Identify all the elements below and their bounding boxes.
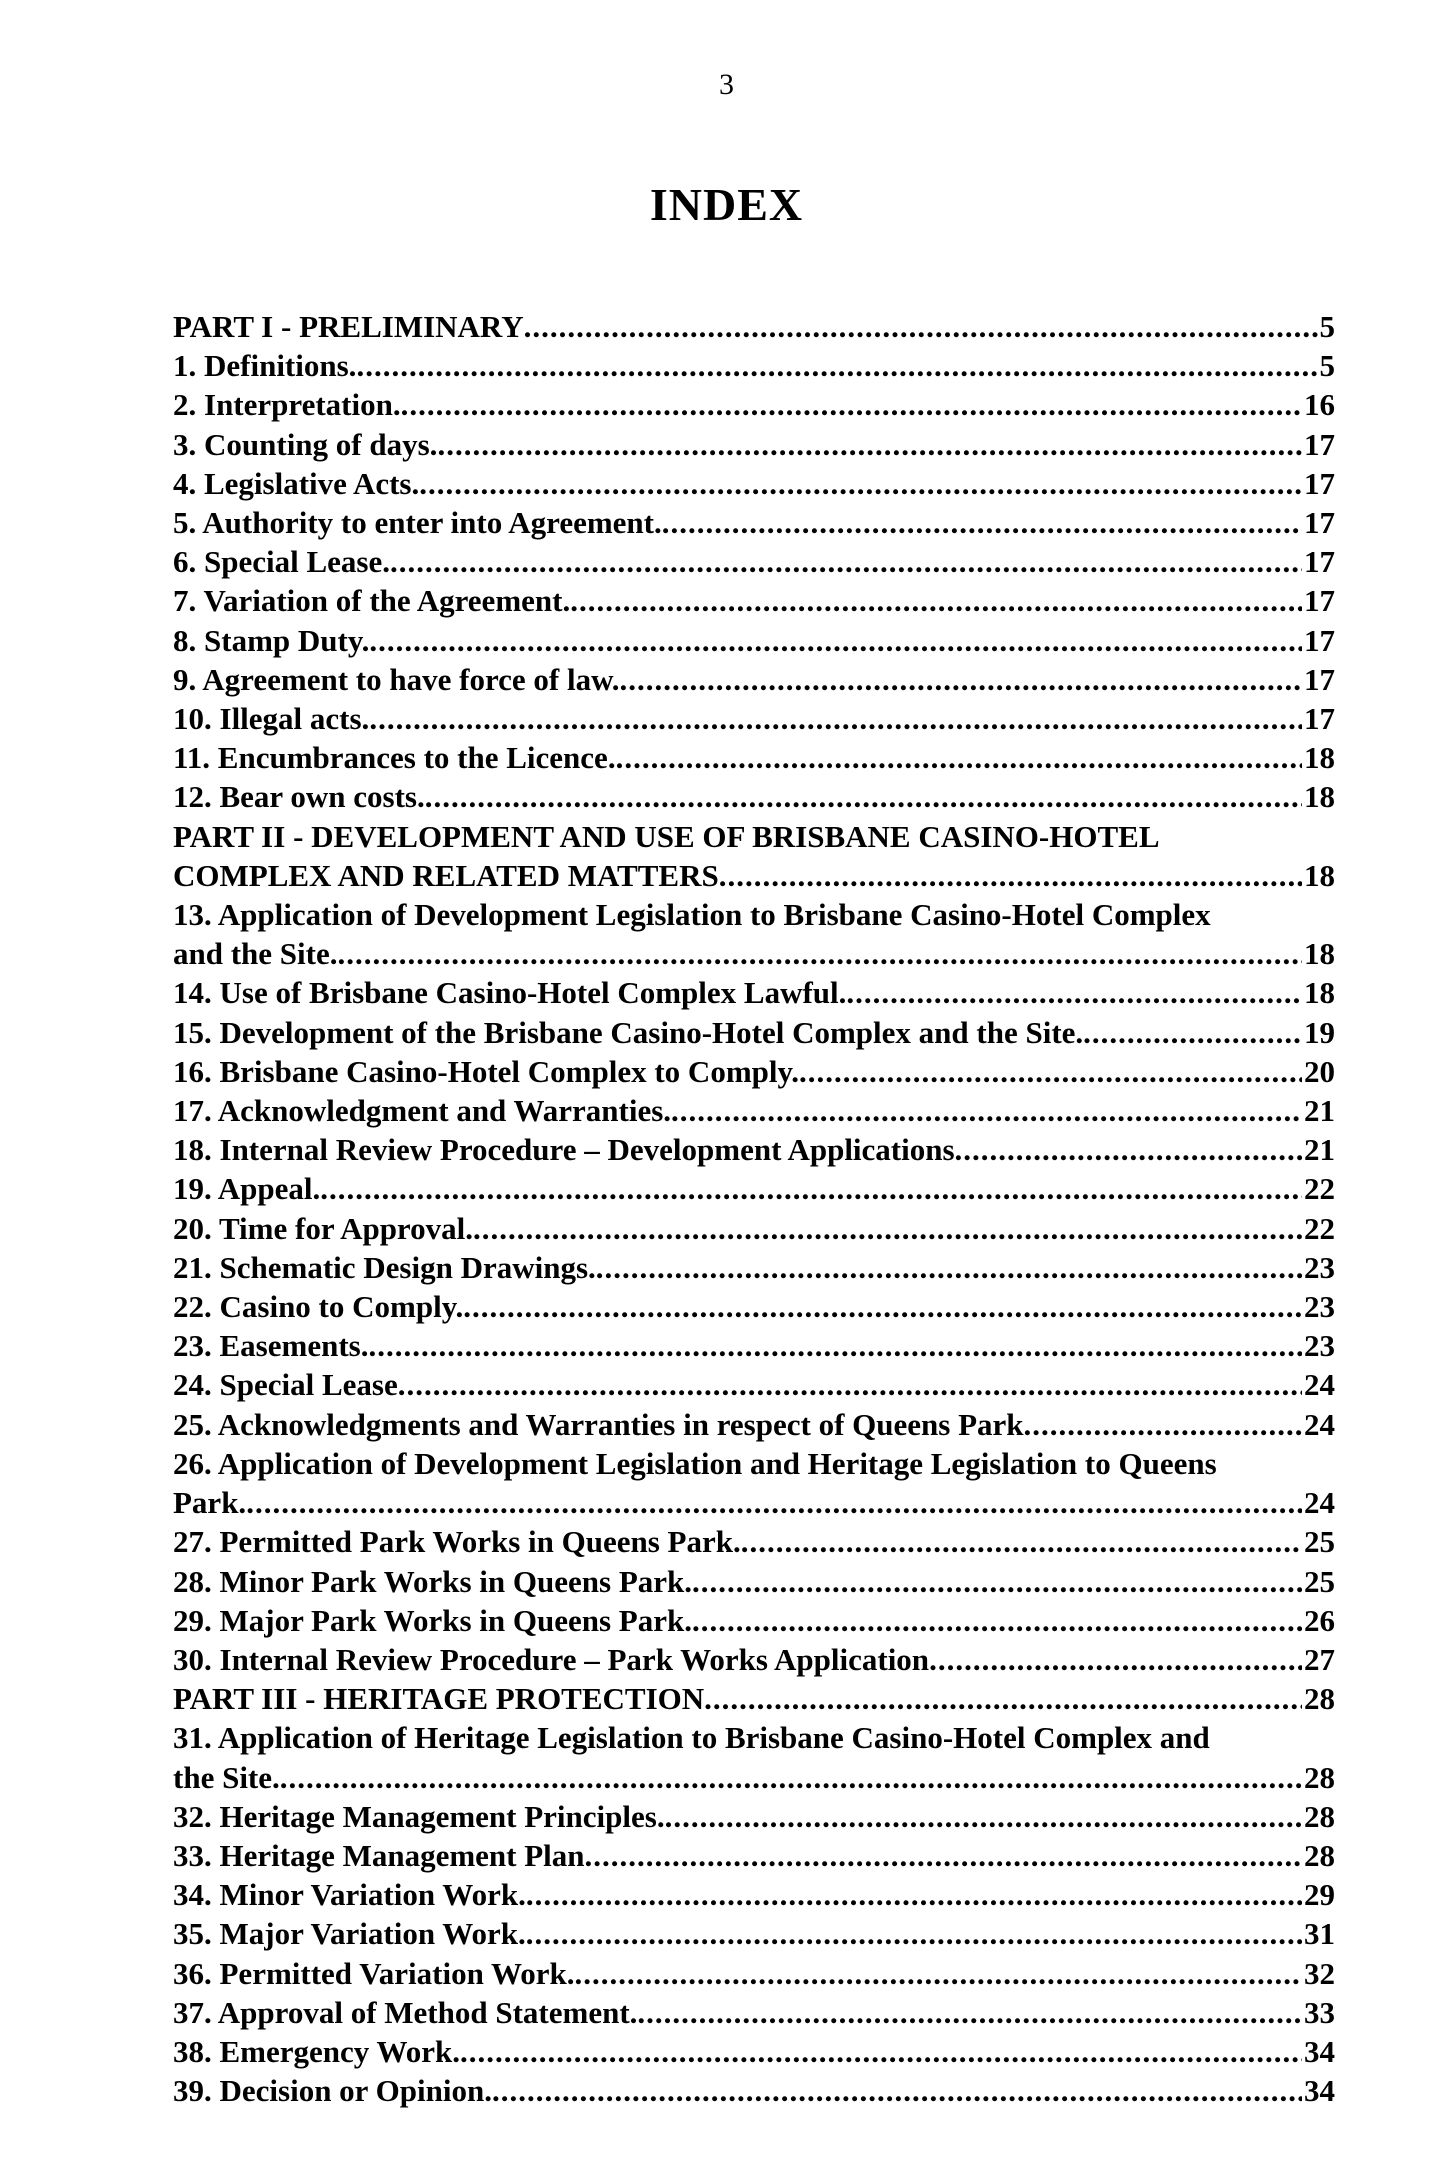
dot-leader xyxy=(692,1562,1302,1601)
toc-entry-title: PART I - PRELIMINARY xyxy=(173,309,524,344)
toc-entry-line xyxy=(173,1875,1335,1914)
toc-entry-line xyxy=(173,738,1335,777)
toc-entry xyxy=(173,1052,1335,1091)
toc-entry-title: 1. Definitions. xyxy=(173,348,357,384)
toc-entry-page: 16 xyxy=(1304,387,1335,423)
toc-entry-page: 17 xyxy=(1304,544,1335,580)
toc-entry-page: 28 xyxy=(1304,1759,1335,1795)
dot-leader xyxy=(1024,1405,1302,1444)
toc-entry xyxy=(173,1993,1335,2032)
toc-entry-line xyxy=(173,346,1335,385)
dot-leader xyxy=(955,1130,1302,1169)
toc-entry-title: 4. Legislative Acts. xyxy=(173,465,420,501)
toc-entry-title: 37. Approval of Method Statement. xyxy=(173,1994,638,2030)
dot-leader xyxy=(524,307,1318,346)
toc-entry-title: 10. Illegal acts. xyxy=(173,701,370,737)
toc-entry-title: 33. Heritage Management Plan xyxy=(173,1837,585,1873)
toc-entry-line xyxy=(173,1993,1335,2032)
toc-entry xyxy=(173,1405,1335,1444)
dot-leader xyxy=(741,1522,1302,1561)
toc-entry-title: 17. Acknowledgment and Warranties. xyxy=(173,1093,672,1129)
toc-entry-title: 14. Use of Brisbane Casino-Hotel Complex Lawful. xyxy=(173,975,847,1011)
toc-entry-title: 30. Internal Review Procedure – Park Works Application xyxy=(173,1641,930,1677)
toc-entry-line xyxy=(173,1797,1335,1836)
toc-entry-line xyxy=(173,2071,1335,2110)
dot-leader xyxy=(719,856,1302,895)
toc-entry-title: 27. Permitted Park Works in Queens Park. xyxy=(173,1524,741,1560)
toc-entry xyxy=(173,1875,1335,1914)
toc-entry-title: 32. Heritage Management Principles. xyxy=(173,1798,665,1834)
toc-entry-title: 20. Time for Approval. xyxy=(173,1210,473,1246)
dot-leader xyxy=(419,464,1302,503)
dot-leader xyxy=(1083,1013,1302,1052)
toc-entry-page: 18 xyxy=(1304,857,1335,893)
toc-entry xyxy=(173,1091,1335,1130)
toc-entry-line xyxy=(173,660,1335,699)
toc-entry xyxy=(173,738,1335,777)
dot-leader xyxy=(704,1679,1302,1718)
toc-entry xyxy=(173,346,1335,385)
toc-entry-line xyxy=(173,2032,1335,2071)
toc-entry-page: 17 xyxy=(1304,505,1335,541)
toc-entry-line xyxy=(173,973,1335,1012)
toc-entry-line xyxy=(173,817,1335,856)
toc-entry-line xyxy=(173,1287,1335,1326)
toc-entry xyxy=(173,425,1335,464)
toc-entry-page: 20 xyxy=(1304,1053,1335,1089)
toc-entry-page: 18 xyxy=(1304,779,1335,815)
toc-entry-line xyxy=(173,856,1335,895)
toc-entry-title: 22. Casino to Comply. xyxy=(173,1289,464,1325)
toc-entry-title: 23. Easements. xyxy=(173,1328,369,1364)
toc-entry-page: 19 xyxy=(1304,1014,1335,1050)
toc-entry xyxy=(173,1287,1335,1326)
dot-leader xyxy=(460,2032,1302,2071)
dot-leader xyxy=(526,1914,1302,1953)
toc-entry-page: 23 xyxy=(1304,1249,1335,1285)
dot-leader xyxy=(671,1091,1302,1130)
toc-entry xyxy=(173,895,1335,973)
toc-entry xyxy=(173,1679,1335,1718)
toc-entry-line xyxy=(173,503,1335,542)
page-number: 3 xyxy=(719,68,734,101)
toc-entry-page: 21 xyxy=(1304,1132,1335,1168)
toc-entry-title: 9. Agreement to have force of law. xyxy=(173,661,620,697)
dot-leader xyxy=(596,1248,1302,1287)
toc-entry-line xyxy=(173,307,1335,346)
toc-entry-line xyxy=(173,581,1335,620)
toc-entry-page: 25 xyxy=(1304,1563,1335,1599)
toc-entry-line xyxy=(173,777,1335,816)
toc-entry-title: 16. Brisbane Casino-Hotel Complex to Comply. xyxy=(173,1053,800,1089)
toc-entry-page: 24 xyxy=(1304,1367,1335,1403)
toc-entry-line xyxy=(173,425,1335,464)
toc-entry xyxy=(173,1169,1335,1208)
toc-entry xyxy=(173,973,1335,1012)
dot-leader xyxy=(369,621,1302,660)
dot-leader xyxy=(799,1052,1302,1091)
toc-entry-page: 23 xyxy=(1304,1289,1335,1325)
dot-leader xyxy=(280,1758,1302,1797)
dot-leader xyxy=(620,660,1302,699)
toc-entry xyxy=(173,1130,1335,1169)
dot-leader xyxy=(473,1209,1302,1248)
toc-entry-line xyxy=(173,1836,1335,1875)
toc-entry-line xyxy=(173,1013,1335,1052)
toc-entry-title: 6. Special Lease. xyxy=(173,544,390,580)
toc-entry-page: 27 xyxy=(1304,1641,1335,1677)
toc-entry-page: 32 xyxy=(1304,1955,1335,1991)
toc-entry xyxy=(173,1914,1335,1953)
toc-entry-line xyxy=(173,1326,1335,1365)
toc-entry-title: and the Site. xyxy=(173,936,338,972)
toc-entry xyxy=(173,817,1335,895)
toc-entry-page: 17 xyxy=(1304,701,1335,737)
index-title: INDEX xyxy=(649,179,804,230)
toc-entry-title: 2. Interpretation. xyxy=(173,387,401,423)
toc-entry-title: 39. Decision or Opinion. xyxy=(173,2073,492,2109)
toc-entry-line xyxy=(173,621,1335,660)
toc-entry-page: 18 xyxy=(1304,936,1335,972)
toc-entry xyxy=(173,307,1335,346)
toc-entry-title: 25. Acknowledgments and Warranties in respect of Queens Park xyxy=(173,1406,1024,1442)
toc-entry xyxy=(173,1601,1335,1640)
toc-entry xyxy=(173,1836,1335,1875)
toc-entry-line xyxy=(173,1444,1335,1483)
dot-leader xyxy=(356,346,1317,385)
toc-entry-page: 28 xyxy=(1304,1681,1335,1717)
toc-entry-page: 18 xyxy=(1304,740,1335,776)
dot-leader xyxy=(526,1875,1302,1914)
toc-entry-page: 21 xyxy=(1304,1093,1335,1129)
toc-entry xyxy=(173,1640,1335,1679)
toc-entry-title: 8. Stamp Duty. xyxy=(173,622,370,658)
dot-leader xyxy=(662,503,1302,542)
toc-entry-title: the Site. xyxy=(173,1759,280,1795)
toc-entry xyxy=(173,1444,1335,1522)
toc-entry-line xyxy=(173,1483,1335,1522)
toc-entry xyxy=(173,660,1335,699)
dot-leader xyxy=(401,385,1302,424)
toc-entry xyxy=(173,542,1335,581)
toc-entry xyxy=(173,1209,1335,1248)
toc-entry-line xyxy=(173,542,1335,581)
toc-entry-title: 5. Authority to enter into Agreement. xyxy=(173,505,662,541)
toc-entry-line xyxy=(173,1640,1335,1679)
dot-leader xyxy=(338,934,1303,973)
toc-entry-line xyxy=(173,1365,1335,1404)
dot-leader xyxy=(585,1836,1302,1875)
toc-entry-page: 22 xyxy=(1304,1210,1335,1246)
dot-leader xyxy=(390,542,1302,581)
dot-leader xyxy=(692,1601,1302,1640)
toc-entry-title: 11. Encumbrances to the Licence. xyxy=(173,740,616,776)
toc-entry-title: 18. Internal Review Procedure – Development Applications xyxy=(173,1132,955,1168)
dot-leader xyxy=(665,1797,1302,1836)
toc-entry-line xyxy=(173,385,1335,424)
toc-entry-title: 29. Major Park Works in Queens Park. xyxy=(173,1602,692,1638)
toc-entry-page: 17 xyxy=(1304,583,1335,619)
toc-entry xyxy=(173,2032,1335,2071)
toc-entry-line xyxy=(173,1679,1335,1718)
toc-entry-page: 23 xyxy=(1304,1328,1335,1364)
toc-entry-line xyxy=(173,1052,1335,1091)
toc-entry xyxy=(173,621,1335,660)
toc-entry-line xyxy=(173,1718,1335,1757)
toc-entry-title: 13. Application of Development Legislation to Brisbane Casino-Hotel Complex xyxy=(173,897,1211,933)
toc-entry xyxy=(173,1522,1335,1561)
toc-entry-page: 26 xyxy=(1304,1602,1335,1638)
toc-entry xyxy=(173,464,1335,503)
toc-entry-title: 7. Variation of the Agreement. xyxy=(173,583,571,619)
toc-entry-title: 38. Emergency Work. xyxy=(173,2033,461,2069)
toc-entry-line xyxy=(173,699,1335,738)
toc-entry-title: 3. Counting of days. xyxy=(173,426,438,462)
dot-leader xyxy=(929,1640,1302,1679)
toc-entry-page: 33 xyxy=(1304,1994,1335,2030)
dot-leader xyxy=(246,1483,1302,1522)
toc-entry-page: 24 xyxy=(1304,1485,1335,1521)
toc-entry-title: 12. Bear own costs. xyxy=(173,779,425,815)
toc-entry xyxy=(173,1797,1335,1836)
toc-entry-page: 34 xyxy=(1304,2033,1335,2069)
toc-entry-page: 22 xyxy=(1304,1171,1335,1207)
toc-entry xyxy=(173,581,1335,620)
dot-leader xyxy=(368,1326,1302,1365)
toc-entry xyxy=(173,777,1335,816)
toc-entry-line xyxy=(173,1209,1335,1248)
toc-entry xyxy=(173,1248,1335,1287)
toc-entry xyxy=(173,1365,1335,1404)
toc-entry-line xyxy=(173,1248,1335,1287)
dot-leader xyxy=(846,973,1302,1012)
toc-entry-title: 28. Minor Park Works in Queens Park. xyxy=(173,1563,693,1599)
dot-leader xyxy=(320,1169,1302,1208)
toc-entry xyxy=(173,1326,1335,1365)
dot-leader xyxy=(616,738,1302,777)
toc-entry-page: 18 xyxy=(1304,975,1335,1011)
toc-entry-title: PART III - HERITAGE PROTECTION xyxy=(173,1681,705,1717)
table-of-contents xyxy=(173,307,1335,2110)
toc-entry-line xyxy=(173,1522,1335,1561)
toc-entry xyxy=(173,1954,1335,1993)
toc-entry-line xyxy=(173,1914,1335,1953)
toc-entry-title: 34. Minor Variation Work. xyxy=(173,1877,526,1913)
toc-entry-title: 19. Appeal. xyxy=(173,1171,321,1207)
toc-entry-page: 31 xyxy=(1304,1916,1335,1952)
toc-entry-page: 17 xyxy=(1304,622,1335,658)
toc-entry-title: 26. Application of Development Legislation and Heritage Legislation to Queens xyxy=(173,1445,1217,1481)
toc-entry-page: 25 xyxy=(1304,1524,1335,1560)
toc-entry-page: 5 xyxy=(1319,348,1335,384)
toc-entry-line xyxy=(173,1405,1335,1444)
toc-entry-line xyxy=(173,1169,1335,1208)
toc-entry-line xyxy=(173,934,1335,973)
toc-entry xyxy=(173,503,1335,542)
toc-entry-line xyxy=(173,1954,1335,1993)
toc-entry-title: 31. Application of Heritage Legislation to Brisbane Casino-Hotel Complex and xyxy=(173,1720,1210,1756)
toc-entry xyxy=(173,1718,1335,1796)
dot-leader xyxy=(570,581,1302,620)
toc-entry-line xyxy=(173,1091,1335,1130)
toc-entry-page: 5 xyxy=(1319,309,1335,344)
toc-entry-title: 36. Permitted Variation Work. xyxy=(173,1955,575,1991)
toc-entry-title: 35. Major Variation Work. xyxy=(173,1916,526,1952)
dot-leader xyxy=(637,1993,1302,2032)
toc-entry xyxy=(173,2071,1335,2110)
toc-entry-line xyxy=(173,1758,1335,1797)
toc-entry-title: 21. Schematic Design Drawings. xyxy=(173,1249,596,1285)
dot-leader xyxy=(463,1287,1302,1326)
toc-entry-line xyxy=(173,895,1335,934)
toc-entry-line xyxy=(173,1130,1335,1169)
toc-entry-page: 17 xyxy=(1304,426,1335,462)
toc-entry-title: PART II - DEVELOPMENT AND USE OF BRISBANE CASINO-HOTEL xyxy=(173,818,1160,854)
toc-entry-title: COMPLEX AND RELATED MATTERS xyxy=(173,857,719,893)
toc-entry-line xyxy=(173,1601,1335,1640)
toc-entry-page: 34 xyxy=(1304,2073,1335,2109)
toc-entry-line xyxy=(173,464,1335,503)
toc-entry-page: 17 xyxy=(1304,661,1335,697)
toc-entry-title: 15. Development of the Brisbane Casino-Hotel Complex and the Site. xyxy=(173,1014,1084,1050)
toc-entry-title: Park. xyxy=(173,1485,247,1521)
toc-entry-page: 24 xyxy=(1304,1406,1335,1442)
toc-entry xyxy=(173,699,1335,738)
dot-leader xyxy=(398,1365,1302,1404)
toc-entry-page: 17 xyxy=(1304,465,1335,501)
toc-entry xyxy=(173,385,1335,424)
toc-entry xyxy=(173,1562,1335,1601)
toc-entry-page: 28 xyxy=(1304,1837,1335,1873)
toc-entry-page: 28 xyxy=(1304,1798,1335,1834)
dot-leader xyxy=(437,425,1302,464)
toc-entry-page: 29 xyxy=(1304,1877,1335,1913)
toc-entry-line xyxy=(173,1562,1335,1601)
toc-entry xyxy=(173,1013,1335,1052)
dot-leader xyxy=(425,777,1302,816)
toc-entry-title: 24. Special Lease xyxy=(173,1367,398,1403)
dot-leader xyxy=(369,699,1302,738)
dot-leader xyxy=(575,1954,1302,1993)
dot-leader xyxy=(492,2071,1302,2110)
